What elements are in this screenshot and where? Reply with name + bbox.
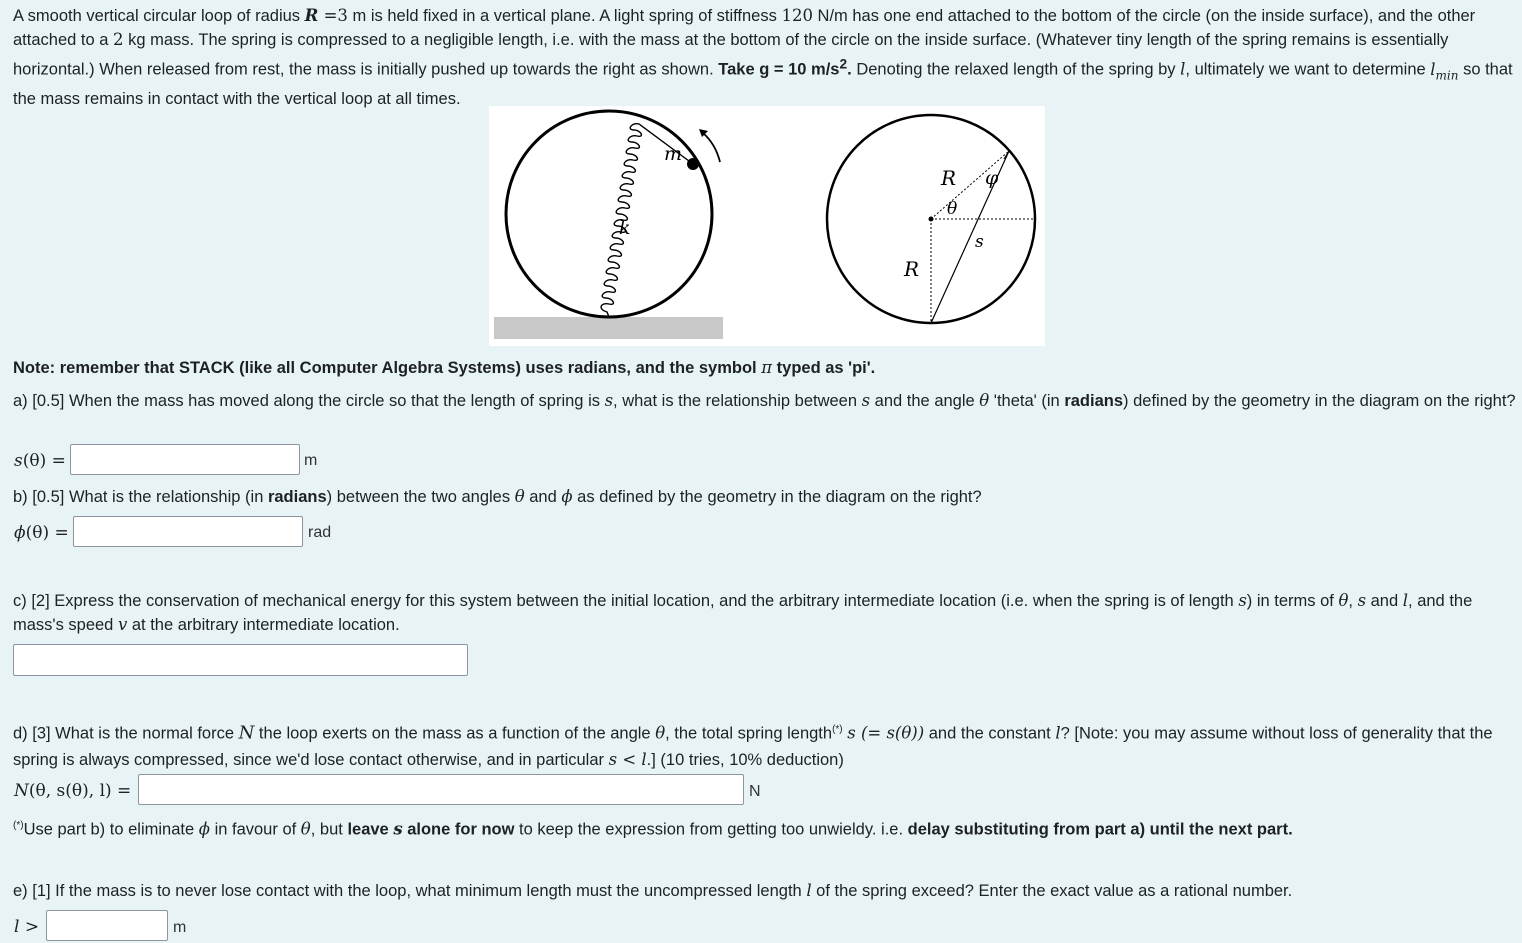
footnote-d: [13, 814, 1516, 842]
gravity-exponent: 2: [839, 56, 848, 71]
label-R-top: R: [941, 166, 957, 190]
gravity-note: Take g = 10 m/s: [718, 60, 840, 79]
qd-text: d) [3] What is the normal force: [13, 724, 239, 743]
label-s: s: [975, 232, 984, 252]
question-b: [13, 485, 1516, 509]
symbol-l: l: [1055, 723, 1061, 743]
symbol-theta: θ: [979, 391, 990, 410]
qd-text: the loop exerts on the mass as a function of the angle: [254, 724, 656, 743]
answer-b-label: [14, 523, 69, 543]
center-dot: [929, 217, 934, 222]
symbol-phi: ϕ: [561, 487, 573, 506]
symbol-s: s: [861, 391, 871, 410]
qc-text: and: [1366, 592, 1403, 610]
answer-b-unit: rad: [308, 524, 332, 541]
label-lhs: N: [14, 781, 29, 801]
symbol-phi: ϕ: [198, 819, 210, 839]
footnote-bold: delay substituting from part a) until the next part.: [907, 820, 1293, 839]
radians-bold: radians: [267, 488, 327, 506]
label-phi: φ: [985, 167, 999, 189]
symbol-s: s: [393, 819, 403, 839]
qb-text: and: [524, 488, 562, 506]
symbol-v: v: [117, 615, 128, 634]
answer-d-label: [14, 781, 131, 801]
radians-bold: radians: [1064, 392, 1124, 410]
note-text: Note: remember that STACK (like all Computer Algebra Systems) uses radians, and the symbol: [13, 359, 762, 377]
qc-text: at the arbitrary intermediate location.: [127, 616, 400, 634]
symbol-lmin: $l_{min}$: [1430, 59, 1459, 82]
qb-text: b) [0.5] What is the relationship (in: [13, 488, 268, 506]
intro-text: kg mass. The spring is compressed to a negligible length, i.e. with the mass at the bottom of the circle on the inside surface. (Whatever tiny length of the spring remains is essentially horizontal.) When released from rest, the mass is initially pushed up towards the right as shown.: [13, 31, 1449, 79]
stiffness-value: 120: [781, 6, 813, 25]
answer-d-unit: N: [749, 783, 761, 800]
symbol-l: l: [1402, 591, 1409, 610]
answer-e-label: [14, 917, 39, 937]
label-arg: >: [19, 917, 40, 937]
intro-text: Denoting the relaxed length of the spring by: [851, 60, 1181, 79]
qd-text: and the constant: [924, 724, 1056, 743]
symbol-N: N: [238, 722, 255, 744]
qc-text: ) in terms of: [1246, 592, 1339, 610]
qd-text: ? [Note: you may assume without loss of generality that the spring is always compressed, since we'd lose contact otherwise, and in particular: [13, 724, 1493, 769]
gravity-period: .: [847, 60, 852, 79]
figure-svg: [489, 106, 1045, 346]
expr-s-eq: s (= s(θ)): [847, 723, 925, 743]
question-c: [13, 589, 1516, 637]
footnote-text: in favour of: [209, 820, 301, 839]
footnote-marker: (*): [832, 724, 843, 735]
intro-text: A smooth vertical circular loop of radius: [13, 7, 305, 25]
mass-dot: [687, 158, 699, 170]
qc-text: ,: [1348, 592, 1358, 610]
symbol-theta: θ: [300, 819, 311, 839]
label-R-left: R: [904, 257, 920, 281]
symbol-l: l: [806, 881, 812, 900]
footnote-text: to keep the expression from getting too unwieldy. i.e.: [514, 820, 908, 839]
qc-text: , and the mass's speed: [13, 592, 1473, 634]
label-theta: θ: [947, 199, 958, 219]
footnote-text: Use part b) to eliminate: [23, 820, 199, 839]
label-k: k: [619, 217, 631, 239]
qe-text: of the spring exceed? Enter the exact value as a rational number.: [811, 882, 1293, 900]
problem-figure: [489, 106, 1045, 346]
footnote-text: , but: [310, 820, 348, 839]
symbol-s: s: [1238, 591, 1247, 610]
intro-text: N/m has one end attached to the bottom of the circle (on the inside surface), and the other attached to a: [13, 7, 1476, 49]
qa-text: and the angle: [870, 392, 980, 410]
answer-a-input[interactable]: [70, 444, 300, 475]
answer-a-label: [14, 451, 66, 471]
expr-s-lt-l: s < l: [608, 749, 647, 769]
answer-d-input[interactable]: [138, 774, 744, 805]
answer-e-unit: m: [173, 919, 187, 936]
qb-text: ) between the two angles: [326, 488, 515, 506]
footnote-bold: alone for now: [402, 820, 515, 839]
symbol-s: s: [604, 391, 614, 410]
label-lhs: l: [14, 917, 20, 937]
intro-text: m is held fixed in a vertical plane. A light spring of stiffness: [347, 7, 782, 25]
qc-text: c) [2] Express the conservation of mechanical energy for this system between the initial location, and the arbitrary intermediate location (i.e. when the spring is of length: [13, 592, 1239, 610]
qa-text: , what is the relationship between: [613, 392, 862, 410]
footnote-bold: leave: [347, 820, 394, 839]
lmin-subscript: min: [1435, 67, 1459, 82]
note-text: typed as 'pi'.: [772, 359, 876, 377]
question-d: [13, 717, 1516, 773]
radius-value: =3: [318, 6, 348, 25]
symbol-theta: θ: [655, 723, 666, 743]
qb-text: as defined by the geometry in the diagram on the right?: [572, 488, 982, 506]
label-m: m: [664, 143, 683, 165]
intro-text: so that the mass remains in contact with the vertical loop at all times.: [13, 60, 1513, 108]
ground: [494, 317, 723, 339]
footnote-marker: (*): [13, 820, 24, 831]
qd-text: , the total spring length: [665, 724, 833, 743]
left-diagram: [494, 111, 723, 339]
mass-value: 2: [113, 30, 124, 49]
qe-text: e) [1] If the mass is to never lose contact with the loop, what minimum length must the uncompressed length: [13, 882, 807, 900]
label-lhs: ϕ: [14, 523, 26, 543]
answer-e-input[interactable]: [46, 910, 168, 941]
label-arg: (θ) =: [25, 523, 69, 543]
motion-arrow: [703, 133, 720, 162]
answer-b-input[interactable]: [73, 516, 303, 547]
qa-text: ) defined by the geometry in the diagram on the right?: [1123, 392, 1516, 410]
label-arg: (θ) =: [22, 451, 66, 471]
intro-text: , ultimately we want to determine: [1185, 60, 1431, 79]
qd-text: .] (10 tries, 10% deduction): [646, 750, 844, 769]
symbol-s: s: [1357, 591, 1367, 610]
qa-text: 'theta' (in: [989, 392, 1065, 410]
stack-note: [13, 356, 1516, 380]
label-lhs: s: [14, 451, 23, 471]
question-a: [13, 389, 1516, 413]
qa-text: a) [0.5] When the mass has moved along the circle so that the length of spring is: [13, 392, 605, 410]
symbol-theta: θ: [1338, 591, 1349, 610]
symbol-theta: θ: [514, 487, 525, 506]
answer-a-unit: m: [304, 452, 318, 469]
problem-intro: [13, 4, 1516, 111]
answer-c-input[interactable]: [13, 644, 468, 676]
question-e: [13, 879, 1516, 903]
symbol-l: l: [1180, 59, 1186, 79]
symbol-pi: π: [761, 358, 773, 377]
symbol-R: R: [304, 6, 319, 25]
label-arg: (θ, s(θ), l) =: [28, 781, 132, 801]
right-diagram: [827, 115, 1035, 323]
